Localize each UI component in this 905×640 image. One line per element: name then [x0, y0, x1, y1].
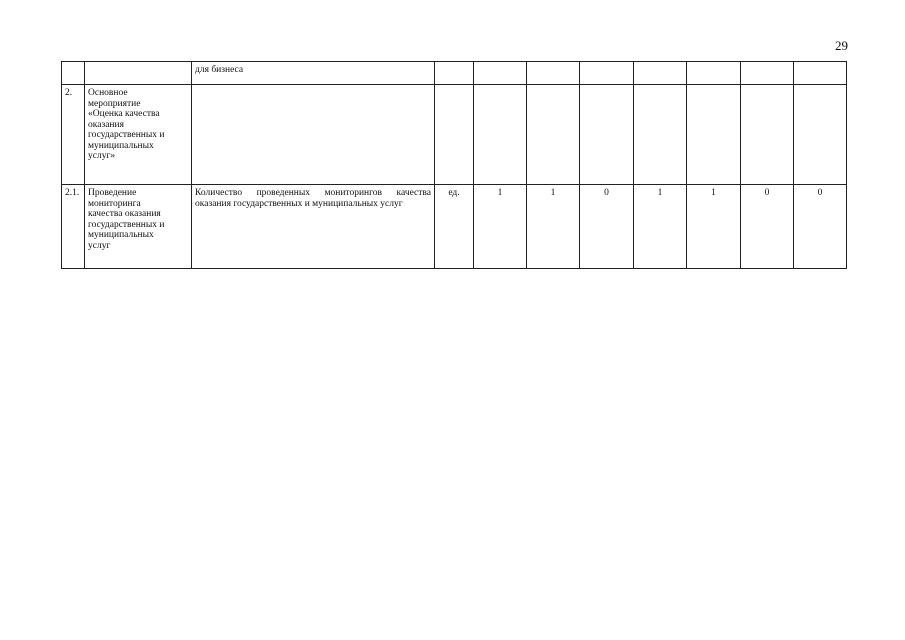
value-cell [527, 85, 580, 185]
value-cell [687, 62, 741, 85]
table-row [62, 185, 847, 269]
activity-title-cell: Проведение мониторинга качества оказания государственных и муниципальных услуг [85, 185, 192, 269]
page-number: 29 [835, 38, 848, 53]
indicator-cell: для бизнеса [192, 62, 435, 85]
unit-cell: ед. [435, 185, 474, 269]
value-cell [794, 85, 847, 185]
value-cell: 0 [794, 185, 847, 269]
row-number-cell: 2. [62, 85, 85, 185]
value-cell [741, 85, 794, 185]
table-row [62, 62, 847, 85]
value-cell: 1 [474, 185, 527, 269]
row-number-cell [62, 62, 85, 85]
value-cell [527, 62, 580, 85]
value-cell [687, 85, 741, 185]
activity-title-cell: Основное мероприятие «Оценка качества оказания государственных и муниципальных услуг» [85, 85, 192, 185]
value-cell [580, 85, 634, 185]
unit-cell [435, 62, 474, 85]
value-cell [474, 62, 527, 85]
indicators-table [61, 61, 847, 269]
value-cell [474, 85, 527, 185]
value-cell [634, 62, 687, 85]
unit-cell [435, 85, 474, 185]
value-cell: 0 [741, 185, 794, 269]
row-number-cell: 2.1. [62, 185, 85, 269]
value-cell [634, 85, 687, 185]
value-cell: 1 [527, 185, 580, 269]
value-cell: 0 [580, 185, 634, 269]
value-cell: 1 [687, 185, 741, 269]
activity-title-cell [85, 62, 192, 85]
value-cell [580, 62, 634, 85]
indicator-cell [192, 85, 435, 185]
indicator-cell: Количество проведенных мониторингов качества оказания государственных и муниципальных услуг [192, 185, 435, 269]
value-cell [794, 62, 847, 85]
table-row [62, 85, 847, 185]
value-cell [741, 62, 794, 85]
value-cell: 1 [634, 185, 687, 269]
